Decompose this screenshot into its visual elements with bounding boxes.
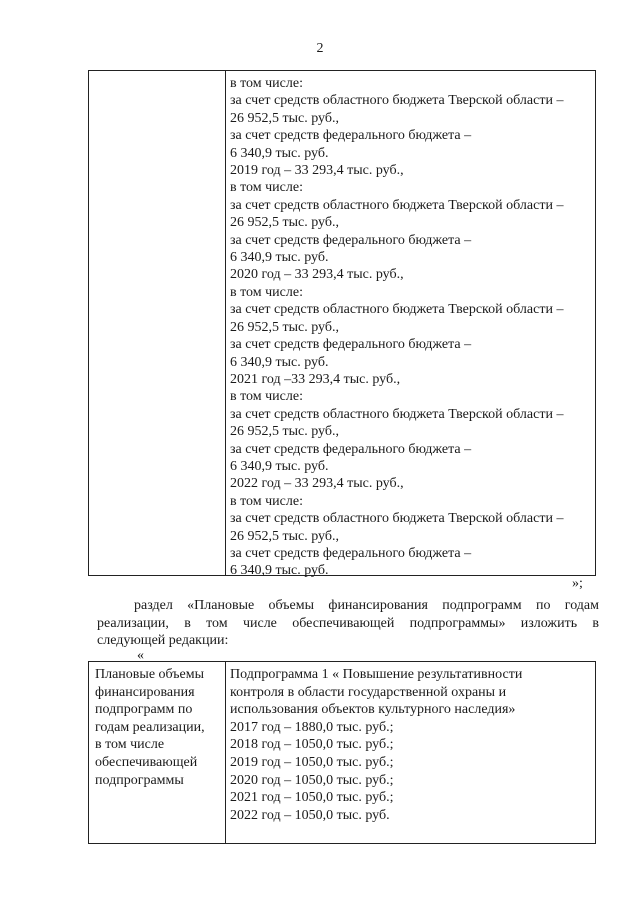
table-line: 6 340,9 тыс. руб.	[230, 250, 329, 266]
paragraph-line: следующей редакции:	[97, 633, 229, 648]
table-line: подпрограммы	[95, 772, 184, 788]
amendment-paragraph	[97, 597, 599, 650]
table-column-divider	[225, 662, 226, 843]
table-line: 2020 год – 33 293,4 тыс. руб.,	[230, 267, 404, 283]
page-number: 2	[316, 41, 324, 56]
table-line: 2021 год –33 293,4 тыс. руб.,	[230, 371, 401, 387]
table-line: 26 952,5 тыс. руб.,	[230, 215, 339, 231]
table-line: в том числе:	[230, 389, 303, 405]
table-line: в том числе:	[230, 284, 303, 300]
table-line: 2022 год – 1050,0 тыс. руб.	[230, 807, 390, 823]
table-line: 2021 год – 1050,0 тыс. руб.;	[230, 790, 394, 806]
table-line: Плановые объемы	[95, 667, 205, 682]
table-line: 2022 год – 33 293,4 тыс. руб.,	[230, 476, 404, 492]
table-line: 6 340,9 тыс. руб.	[230, 354, 329, 370]
table-line: за счет средств федерального бюджета –	[230, 232, 472, 248]
table-line: за счет средств федерального бюджета –	[230, 337, 472, 353]
paragraph-line: реализации, в том числе обеспечивающей подпрограммы» изложить в	[97, 615, 599, 631]
table-line: 26 952,5 тыс. руб.,	[230, 110, 339, 126]
subprogram-financing-table	[88, 661, 596, 844]
table-line: за счет средств областного бюджета Тверской области –	[230, 197, 564, 213]
table-line: 2019 год – 33 293,4 тыс. руб.,	[230, 163, 404, 179]
table-line: 26 952,5 тыс. руб.,	[230, 424, 339, 440]
table-line: использования объектов культурного наследия»	[230, 702, 516, 718]
table-line: 26 952,5 тыс. руб.,	[230, 319, 339, 335]
table-cell-section-title	[95, 666, 223, 789]
table-line: 26 952,5 тыс. руб.,	[230, 528, 339, 544]
table-line: 6 340,9 тыс. руб.	[230, 563, 329, 579]
table-line: финансирования	[95, 684, 195, 700]
table-line: 6 340,9 тыс. руб.	[230, 145, 329, 161]
table-line: за счет средств областного бюджета Тверской области –	[230, 511, 564, 527]
table-line: в том числе	[95, 737, 165, 753]
table-line: в том числе:	[230, 493, 303, 509]
table-line: подпрограмм по	[95, 702, 193, 718]
table-line: за счет средств федерального бюджета –	[230, 545, 472, 561]
table-cell-financing-details	[230, 75, 591, 580]
table-line: 2018 год – 1050,0 тыс. руб.;	[230, 737, 394, 753]
table-cell-subprogram-amounts	[230, 666, 591, 824]
table-line: контроля в области государственной охраны и	[230, 684, 507, 700]
paragraph-line: раздел «Плановые объемы финансирования подпрограмм по годам	[134, 598, 599, 613]
table-line: за счет средств областного бюджета Тверской области –	[230, 93, 564, 109]
table-line: за счет средств федерального бюджета –	[230, 441, 472, 457]
table-line: 2019 год – 1050,0 тыс. руб.;	[230, 754, 394, 770]
financing-table-continuation	[88, 70, 596, 579]
table-line: за счет средств федерального бюджета –	[230, 128, 472, 144]
table-line: 6 340,9 тыс. руб.	[230, 458, 329, 474]
table-column-divider	[225, 71, 226, 575]
table-line: в том числе:	[230, 180, 303, 196]
table-line: 2020 год – 1050,0 тыс. руб.;	[230, 772, 394, 788]
table-line: в том числе:	[230, 76, 303, 91]
table-line: годам реализации,	[95, 719, 205, 735]
closing-quote: »;	[572, 576, 583, 591]
table-line: за счет средств областного бюджета Тверской области –	[230, 302, 564, 318]
table-line: Подпрограмма 1 « Повышение результативности	[230, 667, 523, 682]
table-line: 2017 год – 1880,0 тыс. руб.;	[230, 719, 394, 735]
table-line: обеспечивающей	[95, 754, 198, 770]
opening-quote: «	[137, 648, 144, 663]
table-line: за счет средств областного бюджета Тверской области –	[230, 406, 564, 422]
